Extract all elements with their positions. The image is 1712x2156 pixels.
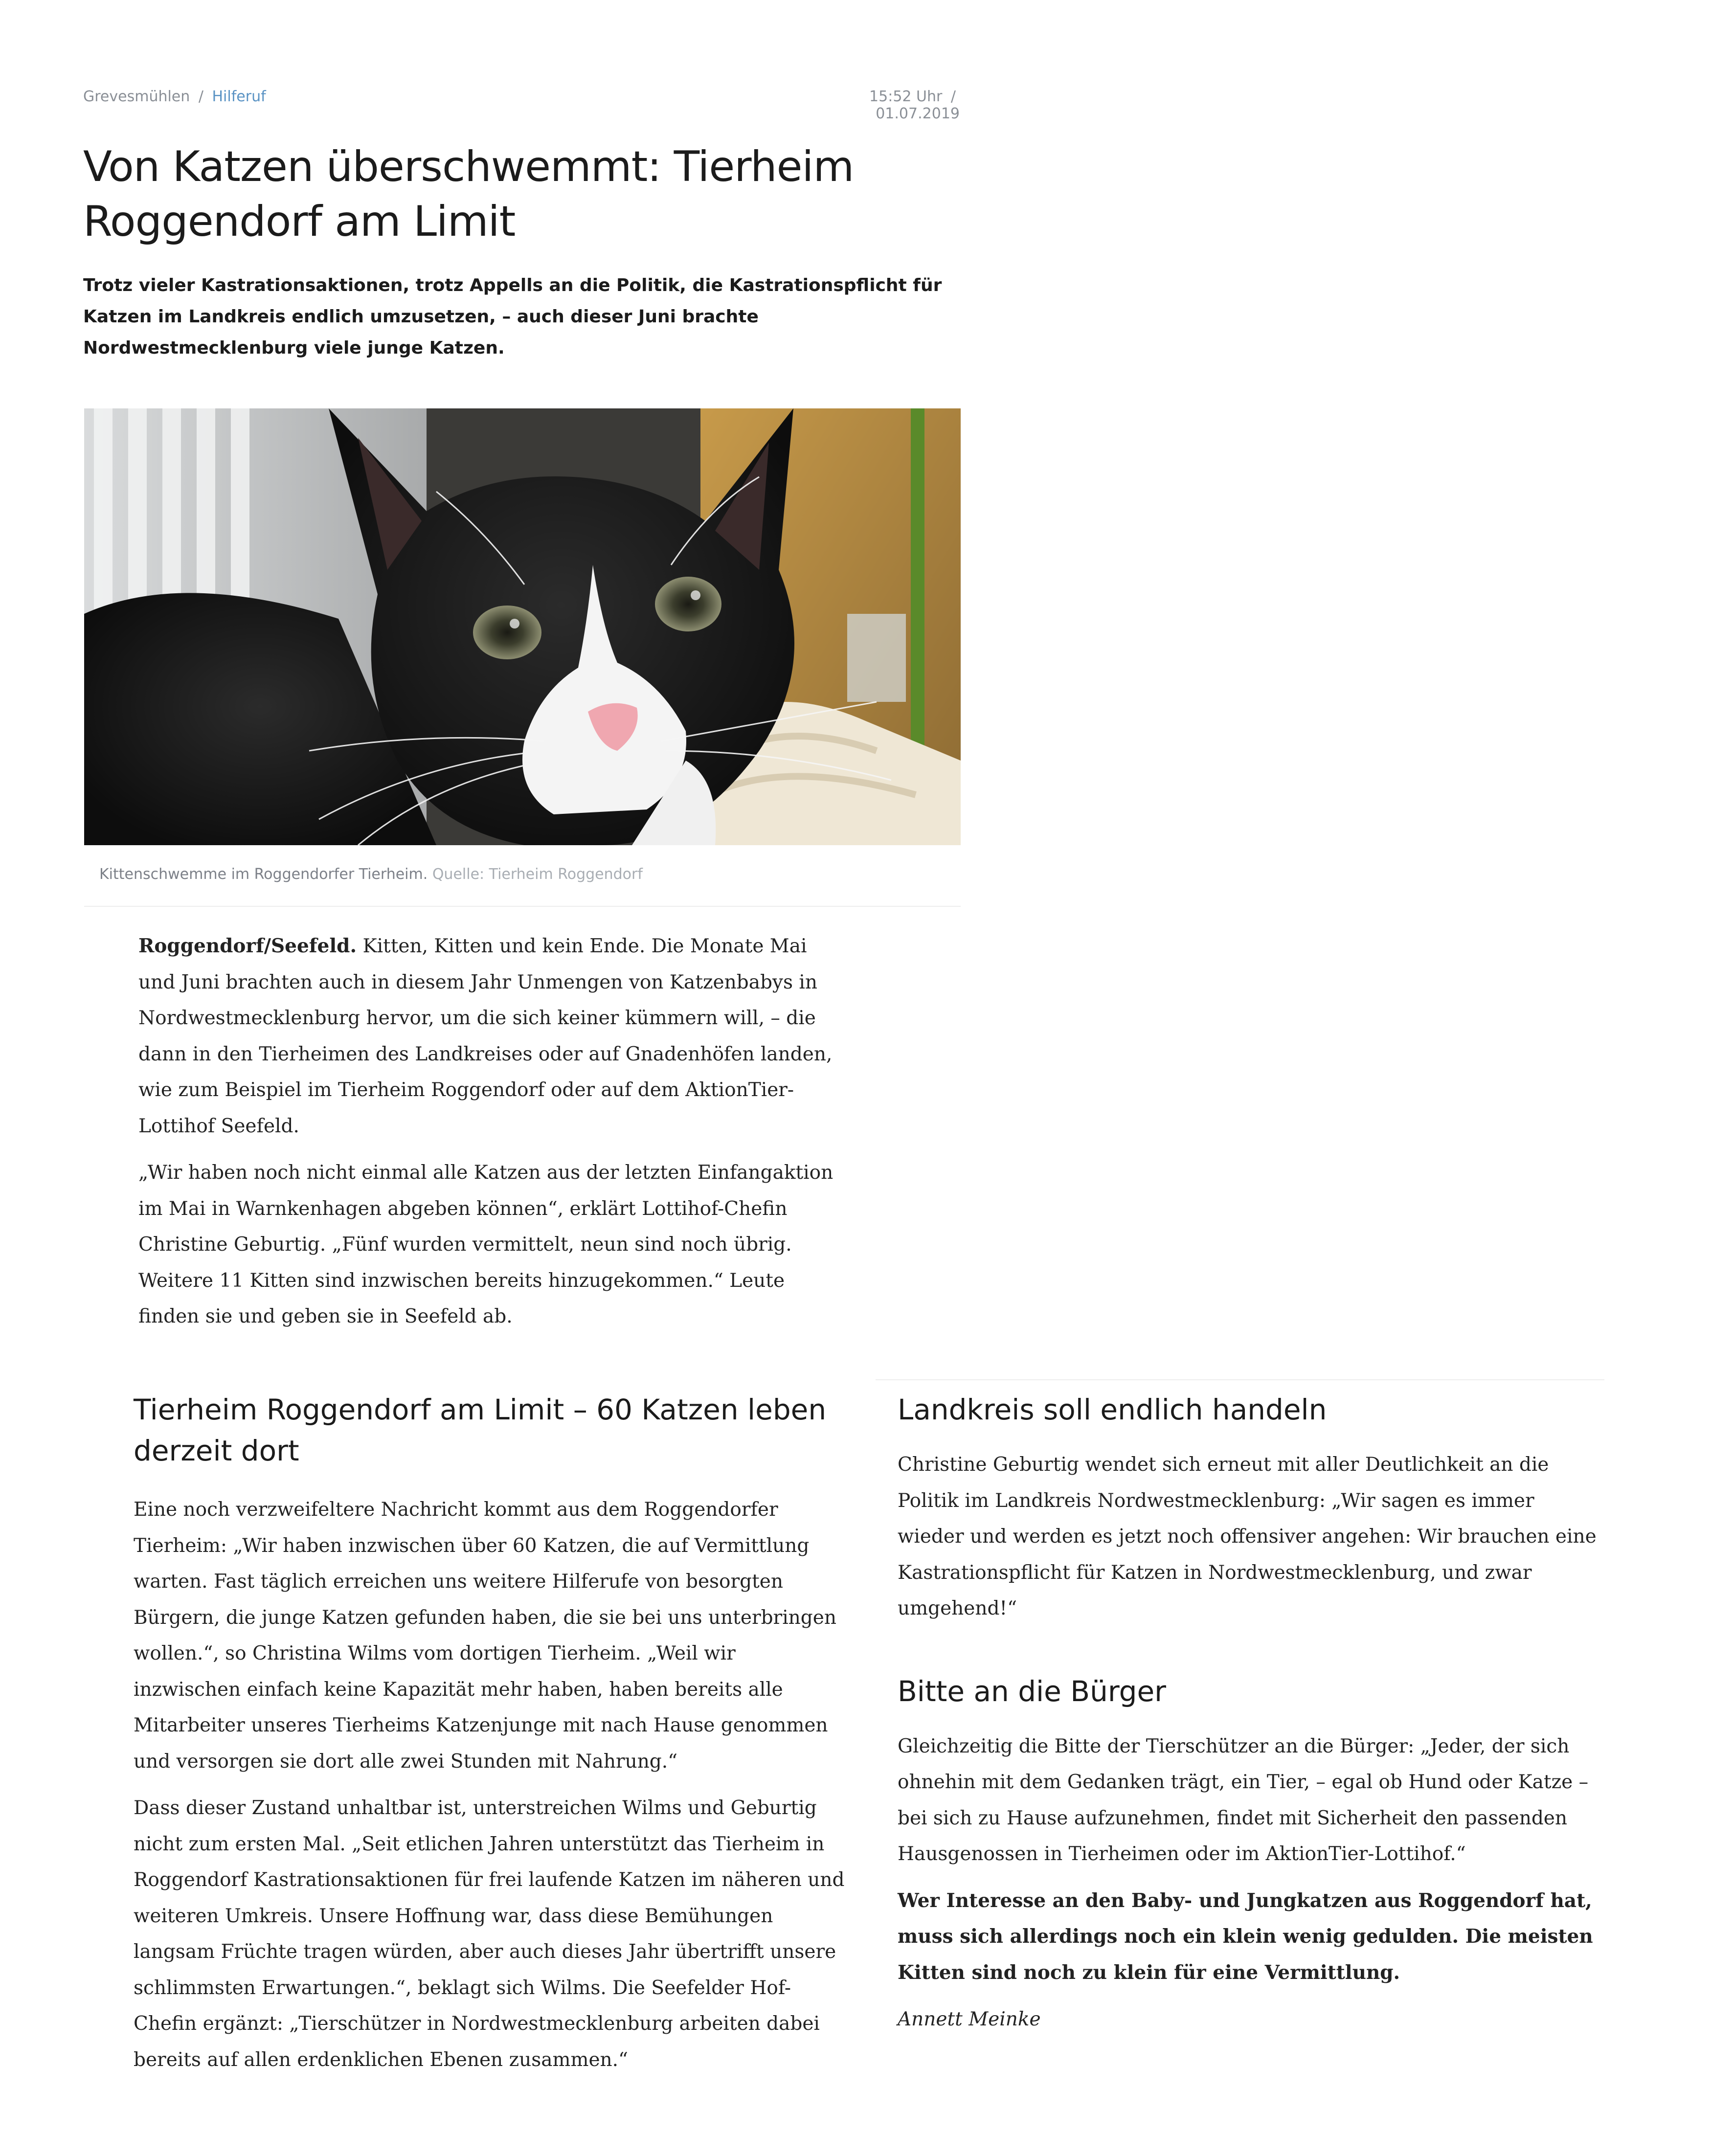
article-photo[interactable] [84, 408, 961, 845]
article-title: Von Katzen überschwemmt: Tierheim Roggendorf am Limit [83, 142, 854, 246]
section-heading-landkreis: Landkreis soll endlich handeln [898, 1393, 1327, 1426]
intro-text-1: Kitten, Kitten und kein Ende. Die Monate Mai und Juni brachten auch in diesem Jahr Unmengen von Katzenbabys in Nordwestmecklenburg hervor, um die sich keiner kümmern will, – die dann in den Tierheimen des Landkreises oder auf Gnadenhöfen landen, wie zum Beispiel im Tierheim Roggendorf oder auf dem AktionTier-Lottihof Seefeld. [138, 935, 833, 1137]
section-tierheim-limit [134, 1389, 848, 2078]
publish-timestamp [802, 88, 960, 122]
publish-date: 01.07.2019 [876, 105, 960, 122]
photo-caption [99, 866, 643, 883]
section-heading-tierheim: Tierheim Roggendorf am Limit – 60 Katzen leben derzeit dort [134, 1393, 827, 1467]
breadcrumb-separator: / [198, 88, 203, 105]
caption-text: Kittenschwemme im Roggendorfer Tierheim. [99, 866, 428, 883]
article-intro [138, 928, 843, 1335]
landkreis-paragraph: Christine Geburtig wendet sich erneut mit aller Deutlichkeit an die Politik im Landkreis Nordwestmecklenburg: „Wir sagen es immer wieder und werden es jetzt noch offensiver angehen: Wir brauchen eine Kastrationspflicht für Katzen in Nordwestmecklenburg, und zwar umgehend!“ [898, 1454, 1597, 1619]
caption-divider [84, 906, 961, 907]
adoption-note: Wer Interesse an den Baby- und Jungkatzen aus Roggendorf hat, muss sich allerdings noch ein klein wenig gedulden. Die meisten Kitten sind noch zu klein für eine Vermittlung. [898, 1889, 1593, 1984]
dateline: Roggendorf/Seefeld. [138, 935, 357, 957]
article-author: Annett Meinke [898, 2008, 1041, 2030]
section-heading-buerger: Bitte an die Bürger [898, 1674, 1167, 1708]
intro-paragraph-2: „Wir haben noch nicht einmal alle Katzen aus der letzten Einfangaktion im Mai in Warnkenhagen abgeben können“, erklärt Lottihof-Chefin Christine Geburtig. „Fünf wurden vermittelt, neun sind noch übrig. Weitere 11 Kitten sind inzwischen bereits hinzugekommen.“ Leute finden sie und geben sie in Seefeld ab. [138, 1162, 833, 1327]
section-paragraph-1: Eine noch verzweifeltere Nachricht kommt aus dem Roggendorfer Tierheim: „Wir haben inzwischen über 60 Katzen, die auf Vermittlung warten. Fast täglich erreichen uns weitere Hilferufe von besorgten Bürgern, die junge Katzen gefunden haben, die sie bei uns unterbringen wollen.“, so Christina Wilms vom dortigen Tierheim. „Weil wir inzwischen einfach keine Kapazität mehr haben, haben bereits alle Mitarbeiter unseres Tierheims Katzenjunge mit nach Hause genommen und versorgen sie dort alle zwei Stunden mit Nahrung.“ [134, 1499, 836, 1773]
intro-paragraph-1 [138, 928, 843, 1144]
article-teaser: Trotz vieler Kastrationsaktionen, trotz Appells an die Politik, die Kastrationspflicht für Katzen im Landkreis endlich umzusetzen, – auch dieser Juni brachte Nordwestmecklenburg viele junge Katzen. [83, 275, 942, 358]
publish-time: 15:52 Uhr [869, 88, 943, 105]
breadcrumb-category[interactable]: Hilferuf [212, 88, 266, 105]
kitten-photo-illustration [84, 408, 961, 845]
right-column-divider [876, 1379, 1604, 1380]
section-paragraph-2: Dass dieser Zustand unhaltbar ist, unterstreichen Wilms und Geburtig nicht zum ersten Mal. „Seit etlichen Jahren unterstützt das Tierheim in Roggendorf Kastrationsaktionen für frei laufende Katzen im näheren und weiteren Umkreis. Unsere Hoffnung war, dass diese Bemühungen langsam Früchte tragen würden, aber auch dieses Jahr übertrifft unsere schlimmsten Erwartungen.“, beklagt sich Wilms. Die Seefelder Hof-Chefin ergänzt: „Tierschützer in Nordwestmecklenburg arbeiten dabei bereits auf allen erdenklichen Ebenen zusammen.“ [134, 1797, 845, 2071]
breadcrumb-location[interactable]: Grevesmühlen [83, 88, 190, 105]
section-landkreis [898, 1389, 1602, 2038]
timestamp-separator: / [950, 88, 956, 105]
breadcrumb [83, 88, 266, 105]
caption-source: Quelle: Tierheim Roggendorf [432, 866, 643, 883]
buerger-paragraph: Gleichzeitig die Bitte der Tierschützer an die Bürger: „Jeder, der sich ohnehin mit dem Gedanken trägt, ein Tier, – egal ob Hund oder Katze – bei sich zu Hause aufzunehmen, findet mit Sicherheit den passenden Hausgenossen in Tierheimen oder im AktionTier-Lottihof.“ [898, 1735, 1589, 1865]
